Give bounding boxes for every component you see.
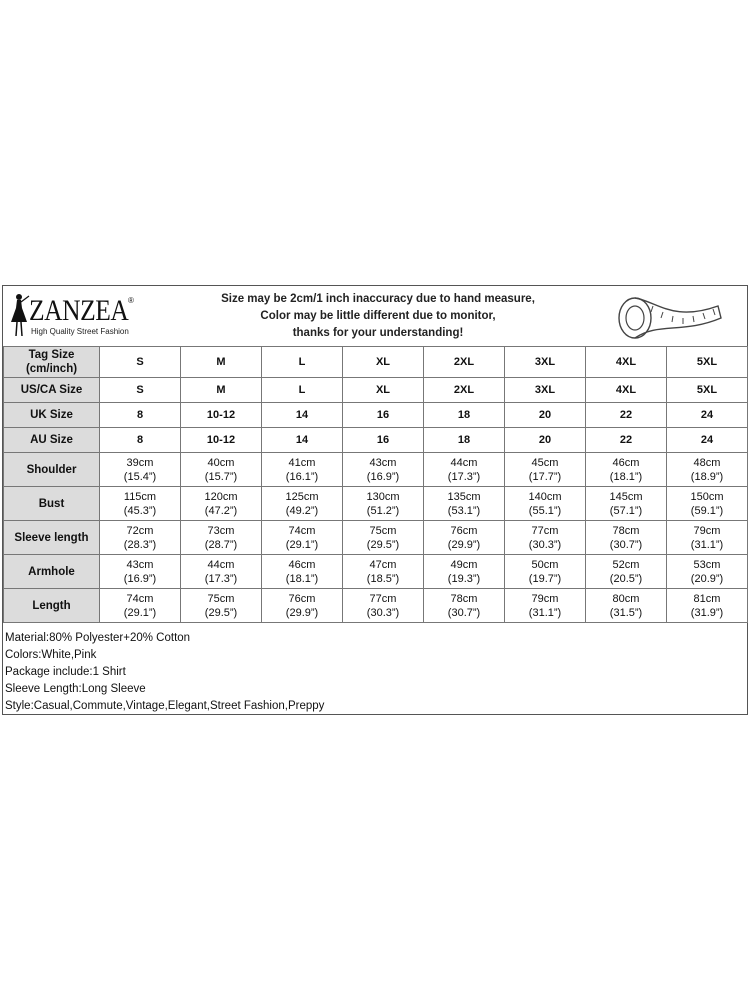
size-cell: 10-12 — [181, 428, 262, 453]
measure-cm: 73cm — [207, 524, 235, 537]
measure-inch: (30.7”) — [609, 538, 643, 551]
measure-cell — [100, 555, 181, 589]
measure-inch: (18.1”) — [609, 470, 643, 483]
size-cell: 4XL — [586, 378, 667, 403]
size-cell: M — [181, 347, 262, 378]
measure-cell — [343, 555, 424, 589]
measure-cell — [424, 521, 505, 555]
measure-cm: 45cm — [531, 456, 559, 469]
measure-cell — [100, 487, 181, 521]
measure-row — [4, 555, 748, 589]
measure-cell — [181, 555, 262, 589]
size-table — [3, 346, 748, 623]
chart-header — [3, 286, 747, 347]
measure-cm: 74cm — [288, 524, 316, 537]
measure-cell — [586, 555, 667, 589]
measure-inch: (31.9”) — [690, 606, 724, 619]
measure-cm: 43cm — [126, 558, 154, 571]
measure-cell — [343, 487, 424, 521]
measure-cell — [262, 521, 343, 555]
row-header: Sleeve length — [4, 521, 100, 555]
size-row — [4, 428, 748, 453]
measure-inch: (55.1”) — [528, 504, 562, 517]
measure-cell — [343, 453, 424, 487]
size-cell: 10-12 — [181, 403, 262, 428]
measure-cm: 40cm — [207, 456, 235, 469]
measure-inch: (53.1”) — [447, 504, 481, 517]
size-cell: 20 — [505, 428, 586, 453]
measure-cm: 120cm — [204, 490, 238, 503]
measure-inch: (17.7”) — [528, 470, 562, 483]
measure-cell — [262, 487, 343, 521]
measure-inch: (30.7”) — [447, 606, 481, 619]
measure-cm: 76cm — [288, 592, 316, 605]
measure-inch: (17.3”) — [204, 572, 238, 585]
measure-cell — [586, 521, 667, 555]
measure-cell — [586, 453, 667, 487]
measure-cell — [181, 589, 262, 623]
measure-cell — [505, 453, 586, 487]
measure-inch: (29.1”) — [123, 606, 157, 619]
measure-inch: (57.1”) — [609, 504, 643, 517]
measure-inch: (18.1”) — [285, 572, 319, 585]
measure-cell — [343, 589, 424, 623]
size-cell: 8 — [100, 428, 181, 453]
row-header: AU Size — [4, 428, 100, 453]
size-cell: 8 — [100, 403, 181, 428]
size-cell: S — [100, 378, 181, 403]
measure-cm: 145cm — [609, 490, 643, 503]
measure-cell — [343, 521, 424, 555]
measure-cm: 78cm — [612, 524, 640, 537]
size-cell: L — [262, 347, 343, 378]
measure-cm: 80cm — [612, 592, 640, 605]
measure-inch: (29.5”) — [204, 606, 238, 619]
measure-inch: (51.2”) — [366, 504, 400, 517]
measure-inch: (31.5”) — [609, 606, 643, 619]
size-cell: 2XL — [424, 347, 505, 378]
row-header: Bust — [4, 487, 100, 521]
registered-mark: ® — [128, 296, 134, 305]
measure-cm: 50cm — [531, 558, 559, 571]
size-cell: 16 — [343, 428, 424, 453]
measure-cm: 130cm — [366, 490, 400, 503]
measure-inch: (29.9”) — [447, 538, 481, 551]
row-header: Tag Size (cm/inch) — [4, 347, 100, 378]
measure-inch: (18.9”) — [690, 470, 724, 483]
measure-cm: 43cm — [369, 456, 397, 469]
size-cell: 4XL — [586, 347, 667, 378]
measure-cell — [181, 487, 262, 521]
measure-cm: 78cm — [450, 592, 478, 605]
measure-cm: 49cm — [450, 558, 478, 571]
measure-cell — [667, 589, 748, 623]
measure-cell — [667, 555, 748, 589]
size-row — [4, 378, 748, 403]
size-cell: L — [262, 378, 343, 403]
measure-cell — [667, 521, 748, 555]
size-cell: 5XL — [667, 347, 748, 378]
measure-inch: (29.1”) — [285, 538, 319, 551]
measure-inch: (47.2”) — [204, 504, 238, 517]
measure-row — [4, 521, 748, 555]
row-header: Shoulder — [4, 453, 100, 487]
size-cell: 14 — [262, 403, 343, 428]
measure-inch: (16.9”) — [366, 470, 400, 483]
measure-cm: 75cm — [207, 592, 235, 605]
measure-cell — [505, 487, 586, 521]
measure-cm: 115cm — [123, 490, 157, 503]
measure-cm: 79cm — [531, 592, 559, 605]
measure-inch: (15.7”) — [204, 470, 238, 483]
size-chart — [2, 285, 748, 715]
measure-cell — [100, 453, 181, 487]
measure-cm: 52cm — [612, 558, 640, 571]
measure-cell — [667, 453, 748, 487]
measure-cm: 77cm — [531, 524, 559, 537]
measure-cell — [424, 589, 505, 623]
measure-cm: 47cm — [369, 558, 397, 571]
measure-cm: 72cm — [126, 524, 154, 537]
measure-cell — [586, 487, 667, 521]
size-cell: 20 — [505, 403, 586, 428]
size-cell: 24 — [667, 428, 748, 453]
measure-cell — [424, 487, 505, 521]
measure-inch: (17.3”) — [447, 470, 481, 483]
brand-logo — [5, 290, 155, 342]
measure-row — [4, 589, 748, 623]
measure-cm: 81cm — [693, 592, 721, 605]
measure-inch: (19.7”) — [528, 572, 562, 585]
measure-row — [4, 487, 748, 521]
measure-inch: (18.5”) — [366, 572, 400, 585]
measure-cell — [181, 521, 262, 555]
size-cell: XL — [343, 347, 424, 378]
detail-style: Style:Casual,Commute,Vintage,Elegant,Street Fashion,Preppy — [5, 700, 325, 712]
measure-cm: 79cm — [693, 524, 721, 537]
measure-cm: 48cm — [693, 456, 721, 469]
row-header: US/CA Size — [4, 378, 100, 403]
measure-inch: (15.4”) — [123, 470, 157, 483]
size-cell: 3XL — [505, 378, 586, 403]
measure-cm: 53cm — [693, 558, 721, 571]
measure-cm: 74cm — [126, 592, 154, 605]
notice-line: Size may be 2cm/1 inch inaccuracy due to hand measure, — [221, 293, 535, 305]
measure-cell — [100, 589, 181, 623]
measure-cm: 75cm — [369, 524, 397, 537]
size-cell: 18 — [424, 428, 505, 453]
measure-cm: 150cm — [690, 490, 724, 503]
accuracy-notice — [178, 291, 578, 342]
size-cell: 24 — [667, 403, 748, 428]
measure-inch: (29.9”) — [285, 606, 319, 619]
size-cell: 22 — [586, 428, 667, 453]
measure-cell — [586, 589, 667, 623]
size-cell: 5XL — [667, 378, 748, 403]
logo-tagline: High Quality Street Fashion — [31, 327, 129, 336]
measure-inch: (28.7”) — [204, 538, 238, 551]
measure-cell — [100, 521, 181, 555]
measure-inch: (29.5”) — [366, 538, 400, 551]
size-cell: M — [181, 378, 262, 403]
product-details — [5, 630, 324, 715]
row-header: Length — [4, 589, 100, 623]
measure-inch: (20.9”) — [690, 572, 724, 585]
size-cell: 18 — [424, 403, 505, 428]
measure-cm: 44cm — [207, 558, 235, 571]
measure-cm: 77cm — [369, 592, 397, 605]
measure-cm: 46cm — [288, 558, 316, 571]
row-header: UK Size — [4, 403, 100, 428]
measure-cell — [505, 555, 586, 589]
measure-cell — [262, 555, 343, 589]
size-cell: 2XL — [424, 378, 505, 403]
size-cell: 22 — [586, 403, 667, 428]
measure-cell — [505, 589, 586, 623]
measure-cell — [424, 453, 505, 487]
row-header: Armhole — [4, 555, 100, 589]
size-cell: 14 — [262, 428, 343, 453]
measure-inch: (59.1”) — [690, 504, 724, 517]
measure-inch: (19.3”) — [447, 572, 481, 585]
measure-inch: (30.3”) — [528, 538, 562, 551]
measure-cm: 46cm — [612, 456, 640, 469]
detail-package: Package include:1 Shirt — [5, 666, 126, 678]
measure-inch: (31.1”) — [528, 606, 562, 619]
measure-cm: 76cm — [450, 524, 478, 537]
measure-cm: 135cm — [447, 490, 481, 503]
measure-inch: (31.1”) — [690, 538, 724, 551]
size-cell: 3XL — [505, 347, 586, 378]
measure-inch: (20.5”) — [609, 572, 643, 585]
measure-cell — [667, 487, 748, 521]
size-row — [4, 347, 748, 378]
size-cell: S — [100, 347, 181, 378]
measure-cell — [262, 453, 343, 487]
notice-line: thanks for your understanding! — [292, 327, 464, 339]
measure-cm: 140cm — [528, 490, 562, 503]
measuring-tape-icon — [613, 292, 723, 342]
measure-row — [4, 453, 748, 487]
measure-inch: (28.3”) — [123, 538, 157, 551]
detail-material: Material:80% Polyester+20% Cotton — [5, 632, 191, 644]
measure-cell — [505, 521, 586, 555]
measure-cm: 41cm — [288, 456, 316, 469]
measure-inch: (30.3”) — [366, 606, 400, 619]
measure-cell — [262, 589, 343, 623]
detail-colors: Colors:White,Pink — [5, 649, 97, 661]
woman-silhouette-icon — [7, 292, 31, 338]
detail-sleeve-length: Sleeve Length:Long Sleeve — [5, 683, 146, 695]
measure-inch: (45.3”) — [123, 504, 157, 517]
logo-wordmark: ZANZEA — [29, 294, 129, 327]
size-row — [4, 403, 748, 428]
measure-inch: (16.1”) — [285, 470, 319, 483]
measure-inch: (49.2”) — [285, 504, 319, 517]
measure-cell — [181, 453, 262, 487]
measure-cm: 125cm — [285, 490, 319, 503]
size-cell: XL — [343, 378, 424, 403]
size-cell: 16 — [343, 403, 424, 428]
measure-cell — [424, 555, 505, 589]
measure-cm: 44cm — [450, 456, 478, 469]
measure-cm: 39cm — [126, 456, 154, 469]
notice-line: Color may be little different due to monitor, — [260, 310, 496, 322]
measure-inch: (16.9”) — [123, 572, 157, 585]
